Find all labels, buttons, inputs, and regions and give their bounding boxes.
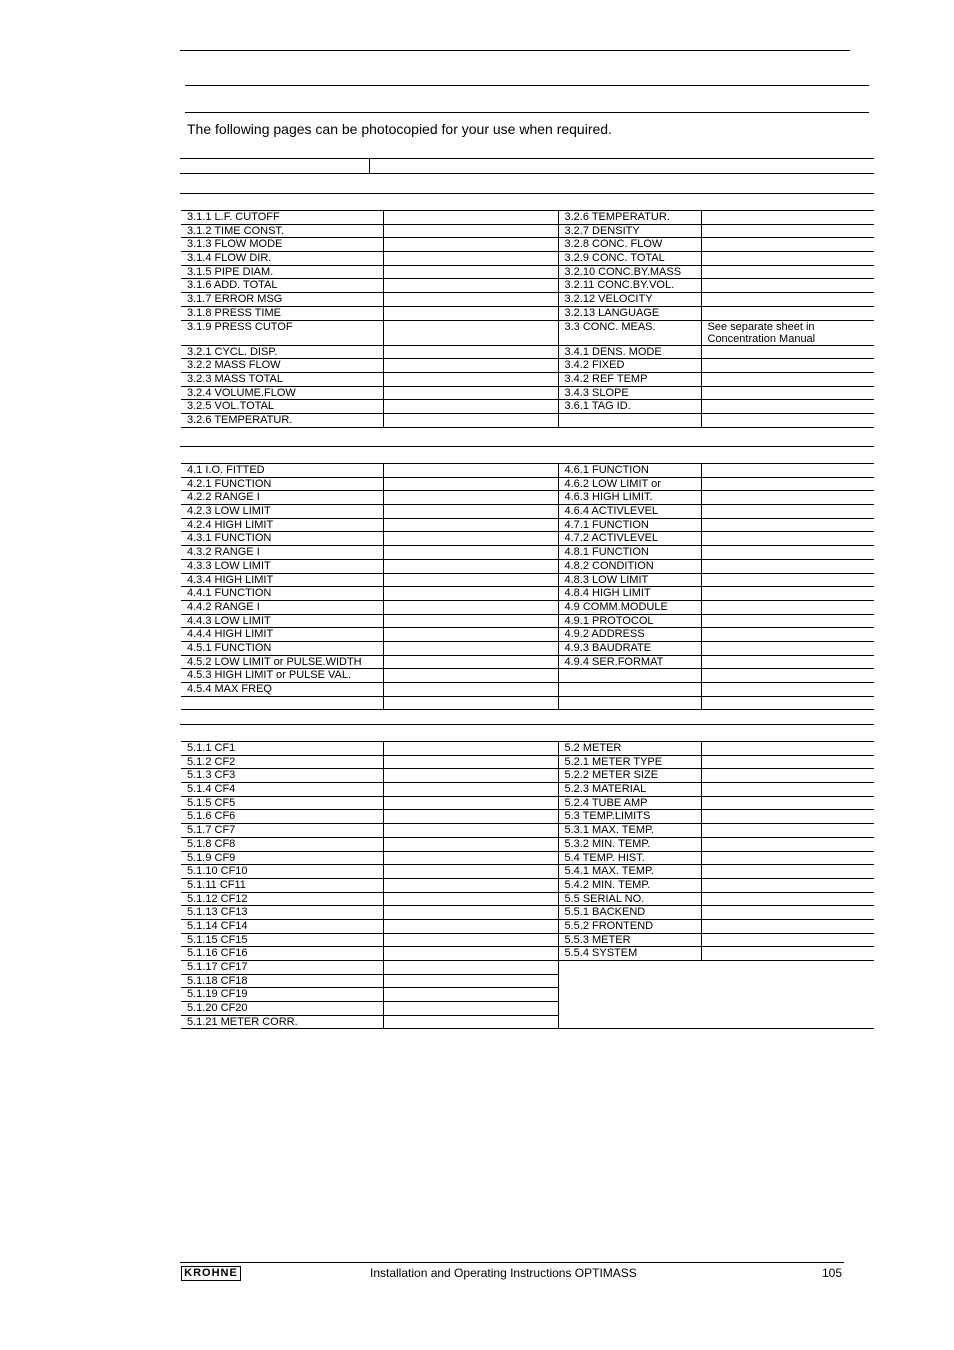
parameter-label: 4.3.1 FUNCTION [181, 532, 383, 546]
value-cell[interactable] [701, 892, 874, 906]
value-cell[interactable] [383, 505, 558, 519]
table-row [181, 320, 874, 345]
value-cell[interactable] [383, 947, 558, 961]
parameter-label: 4.9.4 SER.FORMAT [558, 655, 701, 669]
empty-area [558, 1015, 874, 1029]
table-row [181, 783, 874, 797]
value-cell[interactable] [701, 252, 874, 266]
value-cell[interactable] [383, 477, 558, 491]
value-cell[interactable] [383, 988, 558, 1002]
parameter-label: 3.2.6 TEMPERATUR. [558, 211, 701, 225]
table-row [181, 238, 874, 252]
parameter-label: 3.1.3 FLOW MODE [181, 238, 383, 252]
value-cell[interactable] [701, 851, 874, 865]
value-cell[interactable] [383, 892, 558, 906]
table-row [181, 532, 874, 546]
table-row [181, 252, 874, 266]
parameter-label: 5.4 TEMP. HIST. [558, 851, 701, 865]
parameter-label: 3.2.13 LANGUAGE [558, 306, 701, 320]
heading-rule-2 [185, 112, 869, 113]
heading-rule-1 [185, 85, 869, 86]
value-cell[interactable] [701, 933, 874, 947]
table-row [181, 837, 874, 851]
value-cell[interactable]: See separate sheet in Concentration Manual [701, 320, 874, 345]
section4-table [181, 463, 874, 710]
table-row [181, 878, 874, 892]
table-row [181, 546, 874, 560]
value-cell[interactable] [383, 265, 558, 279]
value-cell[interactable] [701, 546, 874, 560]
parameter-label: 5.5.4 SYSTEM [558, 947, 701, 961]
value-cell[interactable] [383, 1015, 558, 1029]
value-cell[interactable] [383, 372, 558, 386]
footer-text: Installation and Operating Instructions OPTIMASS [370, 1266, 637, 1280]
parameter-label: 4.2.3 LOW LIMIT [181, 505, 383, 519]
parameter-label: 3.2.4 VOLUME.FLOW [181, 386, 383, 400]
value-cell[interactable] [701, 614, 874, 628]
value-cell[interactable] [383, 851, 558, 865]
parameter-label: 3.2.9 CONC. TOTAL [558, 252, 701, 266]
parameter-label: 4.5.1 FUNCTION [181, 641, 383, 655]
parameter-label: 3.1.2 TIME CONST. [181, 224, 383, 238]
form-header-row [180, 158, 874, 174]
parameter-label: 3.1.8 PRESS TIME [181, 306, 383, 320]
parameter-label: 5.1.17 CF17 [181, 961, 383, 975]
table-row [181, 796, 874, 810]
value-cell[interactable] [383, 400, 558, 414]
value-cell[interactable] [701, 628, 874, 642]
value-cell[interactable] [383, 974, 558, 988]
parameter-label: 5.3.2 MIN. TEMP. [558, 837, 701, 851]
value-cell[interactable] [383, 865, 558, 879]
parameter-label: 5.3 TEMP.LIMITS [558, 810, 701, 824]
parameter-label: 4.8.1 FUNCTION [558, 546, 701, 560]
value-cell[interactable] [701, 345, 874, 359]
parameter-label: 3.1.9 PRESS CUTOF [181, 320, 383, 345]
parameter-label: 5.2.3 MATERIAL [558, 783, 701, 797]
table-row [181, 669, 874, 683]
section5-table [181, 741, 874, 1029]
parameter-label [558, 683, 701, 697]
parameter-label: 4.1 I.O. FITTED [181, 464, 383, 478]
value-cell[interactable] [701, 796, 874, 810]
parameter-label: 3.1.7 ERROR MSG [181, 293, 383, 307]
table-row [181, 947, 874, 961]
value-cell[interactable] [383, 796, 558, 810]
parameter-label: 5.2.2 METER SIZE [558, 769, 701, 783]
value-cell[interactable] [383, 906, 558, 920]
value-cell[interactable] [383, 614, 558, 628]
parameter-label: 3.4.2 REF TEMP [558, 372, 701, 386]
value-cell[interactable] [701, 906, 874, 920]
value-cell[interactable] [383, 961, 558, 975]
parameter-label: 5.2.4 TUBE AMP [558, 796, 701, 810]
parameter-label: 3.2.3 MASS TOTAL [181, 372, 383, 386]
parameter-label: 4.9.3 BAUDRATE [558, 641, 701, 655]
value-cell[interactable] [383, 837, 558, 851]
table-row [181, 559, 874, 573]
parameter-label: 4.3.4 HIGH LIMIT [181, 573, 383, 587]
parameter-label: 3.1.5 PIPE DIAM. [181, 265, 383, 279]
table-row [181, 224, 874, 238]
value-cell[interactable] [701, 518, 874, 532]
value-cell[interactable] [701, 769, 874, 783]
table-row [181, 961, 874, 975]
parameter-label: 4.8.4 HIGH LIMIT [558, 587, 701, 601]
value-cell[interactable] [701, 837, 874, 851]
value-cell[interactable] [383, 320, 558, 345]
empty-area [558, 961, 874, 975]
parameter-label: 3.2.12 VELOCITY [558, 293, 701, 307]
value-cell[interactable] [701, 532, 874, 546]
value-cell[interactable] [701, 359, 874, 373]
parameter-label: 5.5.2 FRONTEND [558, 919, 701, 933]
value-cell[interactable] [383, 683, 558, 697]
top-rule [180, 50, 850, 51]
section3-rule-top [180, 193, 874, 194]
parameter-label: 4.9 COMM.MODULE [558, 600, 701, 614]
value-cell[interactable] [701, 641, 874, 655]
parameter-label: 4.9.1 PROTOCOL [558, 614, 701, 628]
table-row [181, 988, 874, 1002]
parameter-label [558, 413, 701, 427]
parameter-label: 5.1.14 CF14 [181, 919, 383, 933]
parameter-label: 5.5.1 BACKEND [558, 906, 701, 920]
value-cell[interactable] [701, 265, 874, 279]
parameter-label: 4.2.1 FUNCTION [181, 477, 383, 491]
parameter-label: 3.2.11 CONC.BY.VOL. [558, 279, 701, 293]
table-row [181, 587, 874, 601]
value-cell[interactable] [701, 293, 874, 307]
value-cell[interactable] [383, 345, 558, 359]
parameter-label: 5.1.4 CF4 [181, 783, 383, 797]
value-cell[interactable] [383, 783, 558, 797]
parameter-label: 5.1.12 CF12 [181, 892, 383, 906]
table-row [181, 933, 874, 947]
table-row [181, 906, 874, 920]
parameter-label: 3.2.1 CYCL. DISP. [181, 345, 383, 359]
parameter-label: 3.6.1 TAG ID. [558, 400, 701, 414]
parameter-label: 5.1.13 CF13 [181, 906, 383, 920]
table-row [181, 518, 874, 532]
parameter-label: 5.5 SERIAL NO. [558, 892, 701, 906]
parameter-label [558, 696, 701, 710]
parameter-label: 5.1.7 CF7 [181, 824, 383, 838]
value-cell[interactable] [383, 587, 558, 601]
value-cell[interactable] [701, 477, 874, 491]
parameter-label: 5.1.6 CF6 [181, 810, 383, 824]
value-cell[interactable] [383, 532, 558, 546]
table-row [181, 359, 874, 373]
value-cell[interactable] [701, 824, 874, 838]
parameter-label: 4.4.4 HIGH LIMIT [181, 628, 383, 642]
parameter-label: 5.5.3 METER [558, 933, 701, 947]
value-cell[interactable] [701, 505, 874, 519]
section3-table [181, 210, 874, 428]
parameter-label: 5.1.11 CF11 [181, 878, 383, 892]
value-cell[interactable] [701, 878, 874, 892]
parameter-label: 4.2.4 HIGH LIMIT [181, 518, 383, 532]
parameter-label: 5.3.1 MAX. TEMP. [558, 824, 701, 838]
value-cell[interactable] [701, 947, 874, 961]
parameter-label: 5.2.1 METER TYPE [558, 755, 701, 769]
parameter-label: 5.1.19 CF19 [181, 988, 383, 1002]
parameter-label: 3.2.10 CONC.BY.MASS [558, 265, 701, 279]
value-cell[interactable] [383, 211, 558, 225]
value-cell[interactable] [383, 696, 558, 710]
parameter-label: 4.2.2 RANGE I [181, 491, 383, 505]
value-cell[interactable] [701, 238, 874, 252]
value-cell[interactable] [701, 865, 874, 879]
value-cell[interactable] [701, 600, 874, 614]
parameter-label: 5.1.5 CF5 [181, 796, 383, 810]
table-row [181, 1015, 874, 1029]
value-cell[interactable] [383, 755, 558, 769]
value-cell[interactable] [701, 400, 874, 414]
table-row [181, 477, 874, 491]
parameter-label: 5.1.2 CF2 [181, 755, 383, 769]
parameter-label: 5.2 METER [558, 742, 701, 756]
parameter-label: 5.1.21 METER CORR. [181, 1015, 383, 1029]
value-cell[interactable] [701, 755, 874, 769]
table-row [181, 810, 874, 824]
parameter-label: 4.7.2 ACTIVLEVEL [558, 532, 701, 546]
parameter-label: 4.9.2 ADDRESS [558, 628, 701, 642]
section4-rule-top [180, 446, 874, 447]
table-row [181, 386, 874, 400]
value-cell[interactable] [701, 669, 874, 683]
table-row [181, 306, 874, 320]
parameter-label: 4.6.2 LOW LIMIT or [558, 477, 701, 491]
parameter-label: 4.6.4 ACTIVLEVEL [558, 505, 701, 519]
value-cell[interactable] [383, 742, 558, 756]
table-row [181, 464, 874, 478]
value-cell[interactable] [383, 518, 558, 532]
parameter-label: 5.1.16 CF16 [181, 947, 383, 961]
table-row [181, 293, 874, 307]
page-number: 105 [822, 1266, 843, 1280]
parameter-label: 3.2.6 TEMPERATUR. [181, 413, 383, 427]
table-row [181, 400, 874, 414]
empty-area [558, 1002, 874, 1016]
value-cell[interactable] [383, 306, 558, 320]
table-row [181, 628, 874, 642]
value-cell[interactable] [701, 211, 874, 225]
value-cell[interactable] [383, 878, 558, 892]
value-cell[interactable] [383, 641, 558, 655]
table-row [181, 742, 874, 756]
parameter-label: 4.3.2 RANGE I [181, 546, 383, 560]
value-cell[interactable] [383, 919, 558, 933]
value-cell[interactable] [701, 573, 874, 587]
value-cell[interactable] [701, 306, 874, 320]
value-cell[interactable] [383, 600, 558, 614]
value-cell[interactable] [383, 464, 558, 478]
value-cell[interactable] [701, 372, 874, 386]
table-row [181, 974, 874, 988]
value-cell[interactable] [701, 587, 874, 601]
parameter-label: 3.4.2 FIXED [558, 359, 701, 373]
parameter-label: 3.3 CONC. MEAS. [558, 320, 701, 345]
parameter-label: 4.3.3 LOW LIMIT [181, 559, 383, 573]
empty-area [558, 974, 874, 988]
value-cell[interactable] [701, 783, 874, 797]
parameter-label: 5.4.2 MIN. TEMP. [558, 878, 701, 892]
table-row [181, 769, 874, 783]
parameter-label: 5.4.1 MAX. TEMP. [558, 865, 701, 879]
table-row [181, 919, 874, 933]
value-cell[interactable] [701, 413, 874, 427]
table-row [181, 824, 874, 838]
value-cell[interactable] [383, 413, 558, 427]
section5-rule-top [180, 724, 874, 725]
table-row [181, 755, 874, 769]
parameter-label: 4.5.4 MAX FREQ [181, 683, 383, 697]
parameter-label: 5.1.8 CF8 [181, 837, 383, 851]
value-cell[interactable] [701, 655, 874, 669]
parameter-label: 3.2.8 CONC. FLOW [558, 238, 701, 252]
parameter-label: 5.1.20 CF20 [181, 1002, 383, 1016]
parameter-label: 4.4.2 RANGE I [181, 600, 383, 614]
value-cell[interactable] [383, 824, 558, 838]
value-cell[interactable] [701, 810, 874, 824]
table-row [181, 573, 874, 587]
intro-text: The following pages can be photocopied for your use when required. [187, 121, 612, 137]
table-row [181, 1002, 874, 1016]
value-cell[interactable] [383, 933, 558, 947]
value-cell[interactable] [383, 252, 558, 266]
parameter-label: 4.7.1 FUNCTION [558, 518, 701, 532]
parameter-label: 4.8.3 LOW LIMIT [558, 573, 701, 587]
value-cell[interactable] [701, 279, 874, 293]
value-cell[interactable] [383, 293, 558, 307]
table-row [181, 683, 874, 697]
value-cell[interactable] [383, 224, 558, 238]
form-header-divider [369, 159, 370, 173]
value-cell[interactable] [701, 224, 874, 238]
parameter-label: 3.1.4 FLOW DIR. [181, 252, 383, 266]
table-row [181, 345, 874, 359]
parameter-label: 4.6.3 HIGH LIMIT. [558, 491, 701, 505]
parameter-label: 3.2.2 MASS FLOW [181, 359, 383, 373]
value-cell[interactable] [701, 919, 874, 933]
table-row [181, 614, 874, 628]
value-cell[interactable] [701, 742, 874, 756]
parameter-label: 3.4.1 DENS. MODE [558, 345, 701, 359]
value-cell[interactable] [383, 386, 558, 400]
value-cell[interactable] [383, 573, 558, 587]
krohne-logo: KROHNE [181, 1266, 241, 1281]
table-row [181, 641, 874, 655]
parameter-label: 3.2.7 DENSITY [558, 224, 701, 238]
value-cell[interactable] [383, 279, 558, 293]
table-row [181, 265, 874, 279]
parameter-label: 5.1.15 CF15 [181, 933, 383, 947]
parameter-label: 3.4.3 SLOPE [558, 386, 701, 400]
value-cell[interactable] [701, 491, 874, 505]
value-cell[interactable] [383, 359, 558, 373]
value-cell[interactable] [383, 769, 558, 783]
table-row [181, 491, 874, 505]
parameter-label: 3.1.6 ADD. TOTAL [181, 279, 383, 293]
table-row [181, 696, 874, 710]
value-cell[interactable] [383, 1002, 558, 1016]
value-cell[interactable] [701, 559, 874, 573]
value-cell[interactable] [383, 491, 558, 505]
parameter-label: 4.5.3 HIGH LIMIT or PULSE VAL. [181, 669, 383, 683]
table-row [181, 413, 874, 427]
parameter-label: 3.2.5 VOL.TOTAL [181, 400, 383, 414]
value-cell[interactable] [383, 238, 558, 252]
table-row [181, 892, 874, 906]
table-row [181, 600, 874, 614]
footer-rule [180, 1262, 844, 1263]
table-row [181, 655, 874, 669]
parameter-label [558, 669, 701, 683]
value-cell[interactable] [383, 628, 558, 642]
value-cell[interactable] [701, 696, 874, 710]
value-cell[interactable] [701, 464, 874, 478]
value-cell[interactable] [383, 546, 558, 560]
parameter-label: 5.1.10 CF10 [181, 865, 383, 879]
empty-area [558, 988, 874, 1002]
table-row [181, 279, 874, 293]
value-cell[interactable] [701, 386, 874, 400]
parameter-label: 4.4.1 FUNCTION [181, 587, 383, 601]
value-cell[interactable] [701, 683, 874, 697]
table-row [181, 211, 874, 225]
parameter-label: 5.1.1 CF1 [181, 742, 383, 756]
table-row [181, 372, 874, 386]
parameter-label: 3.1.1 L.F. CUTOFF [181, 211, 383, 225]
parameter-label: 5.1.9 CF9 [181, 851, 383, 865]
table-row [181, 505, 874, 519]
table-row [181, 851, 874, 865]
parameter-label: 4.4.3 LOW LIMIT [181, 614, 383, 628]
value-cell[interactable] [383, 655, 558, 669]
value-cell[interactable] [383, 559, 558, 573]
value-cell[interactable] [383, 810, 558, 824]
value-cell[interactable] [383, 669, 558, 683]
table-row [181, 865, 874, 879]
parameter-label: 4.5.2 LOW LIMIT or PULSE.WIDTH [181, 655, 383, 669]
parameter-label [181, 696, 383, 710]
parameter-label: 4.8.2 CONDITION [558, 559, 701, 573]
parameter-label: 5.1.18 CF18 [181, 974, 383, 988]
parameter-label: 5.1.3 CF3 [181, 769, 383, 783]
parameter-label: 4.6.1 FUNCTION [558, 464, 701, 478]
